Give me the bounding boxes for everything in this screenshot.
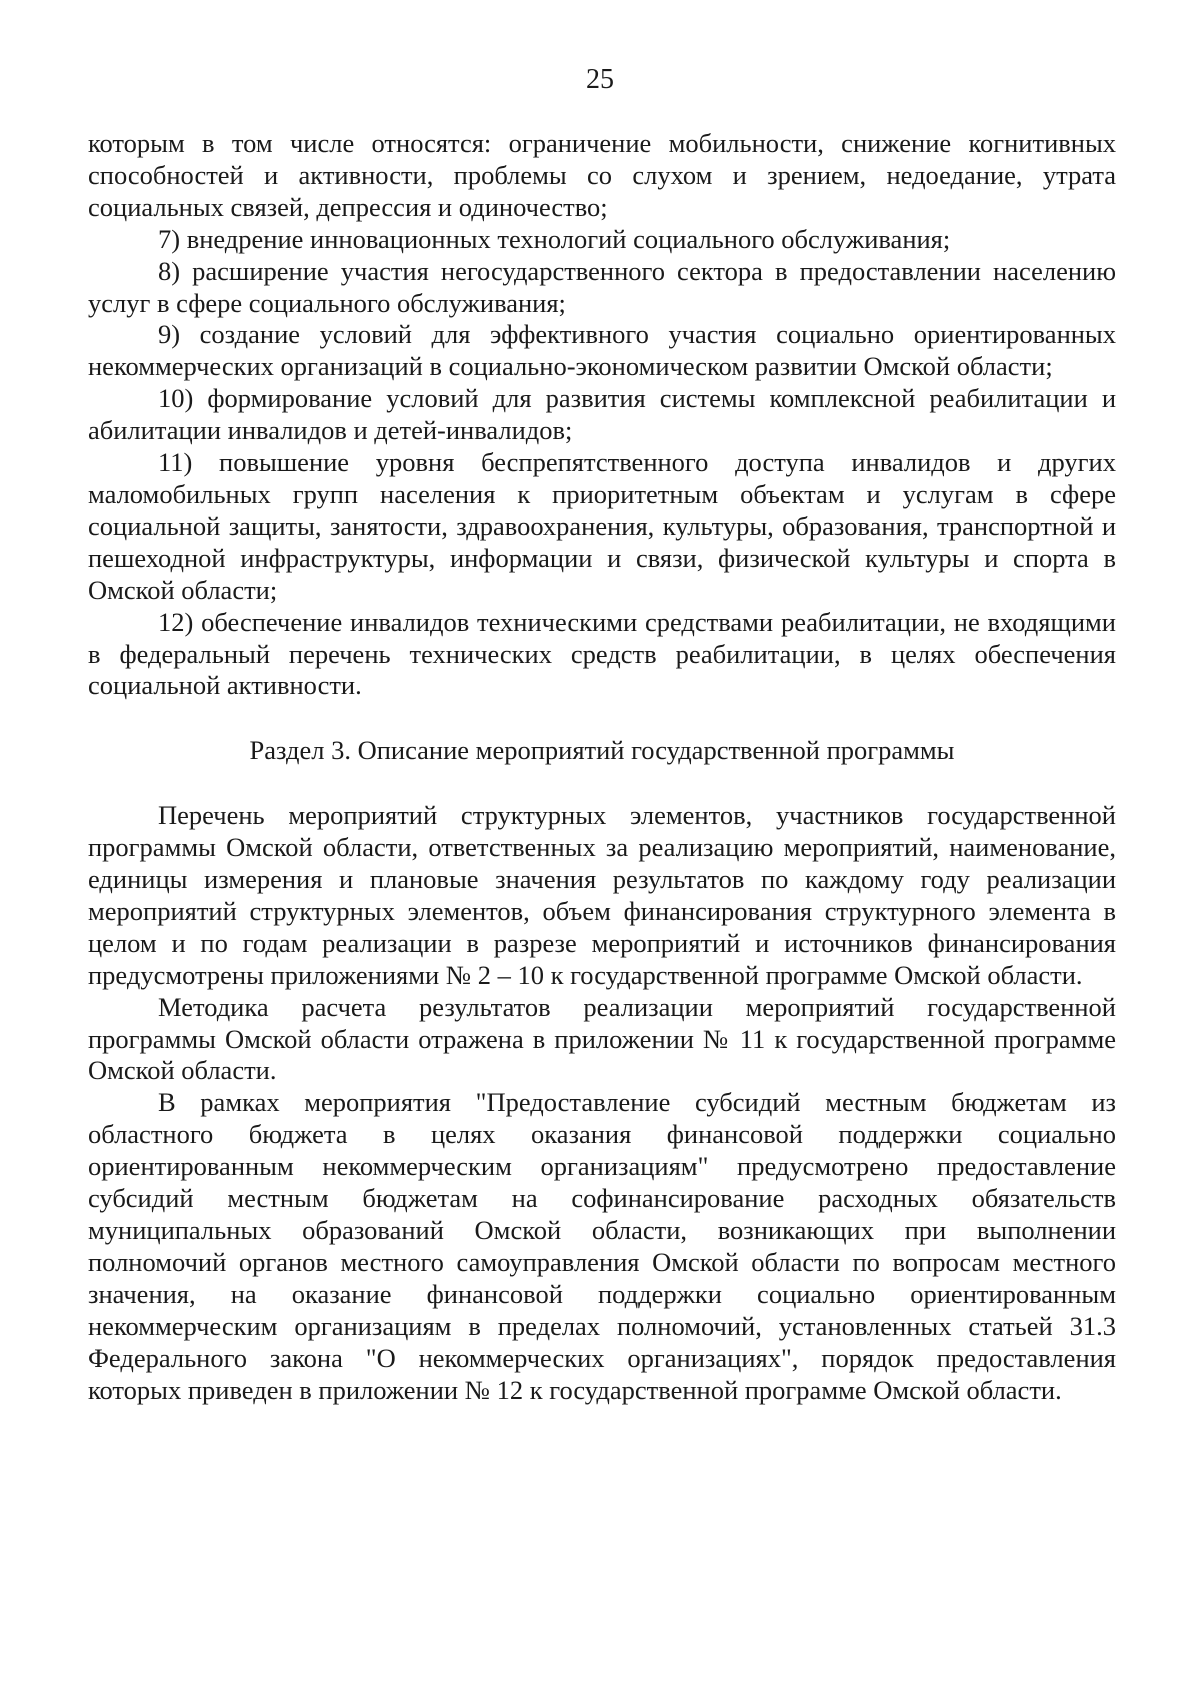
list-item-7: 7) внедрение инновационных технологий социального обслуживания; <box>158 223 951 254</box>
section-paragraph-3: В рамках мероприятия "Предоставление субсидий местным бюджетам из областного бюджета в целях оказания финансовой поддержки социально ориентированным некоммерческим организациям" предусмотрено предоставление субсидий местным бюджетам на софинансирование расходных обязательств муниципальных образований Омской области, возникающих при выполнении полномочий органов местного самоуправления Омской области по вопросам местного значения, на оказание финансовой поддержки социально ориентированным некоммерческим организациям в пределах полномочий, установленных статьей 31.3 Федерального закона "О некоммерческих организациях", порядок предоставления которых приведен в приложении № 12 к государственной программе Омской области. <box>88 1087 1116 1405</box>
list-item-8: 8) расширение участия негосударственного сектора в предоставлении населению услуг в сфере социального обслуживания; <box>88 255 1116 318</box>
list-item-11: 11) повышение уровня беспрепятственного доступа инвалидов и других маломобильных групп населения к приоритетным объектам и услугам в сфере социальной защиты, занятости, здравоохранения, культуры, образования, транспортной и пешеходной инфраструктуры, информации и связи, физической культуры и спорта в Омской области; <box>88 447 1116 605</box>
paragraph-continuation: которым в том числе относятся: ограничение мобильности, снижение когнитивных способностей и активности, проблемы со слухом и зрением, недоедание, утрата социальных связей, депрессия и одиночество; <box>88 128 1116 222</box>
section-paragraph-2: Методика расчета результатов реализации мероприятий государственной программы Омской области отражена в приложении № 11 к государственной программе Омской области. <box>88 991 1116 1086</box>
page-number: 25 <box>586 64 614 95</box>
list-item-12: 12) обеспечение инвалидов техническими средствами реабилитации, не входящими в федеральный перечень технических средств реабилитации, в целях обеспечения социальной активности. <box>88 606 1116 701</box>
section-heading: Раздел 3. Описание мероприятий государственной программы <box>249 735 955 766</box>
document-body <box>88 128 1116 1406</box>
list-item-9: 9) создание условий для эффективного участия социально ориентированных некоммерческих организаций в социально-экономическом развитии Омской области; <box>88 319 1116 382</box>
section-paragraph-1: Перечень мероприятий структурных элементов, участников государственной программы Омской области, ответственных за реализацию мероприятий, наименование, единицы измерения и плановые значения результатов по каждому году реализации мероприятий структурных элементов, объем финансирования структурного элемента в целом и по годам реализации в разрезе мероприятий и источников финансирования предусмотрены приложениями № 2 – 10 к государственной программе Омской области. <box>88 800 1116 990</box>
list-item-10: 10) формирование условий для развития системы комплексной реабилитации и абилитации инвалидов и детей-инвалидов; <box>88 383 1116 446</box>
